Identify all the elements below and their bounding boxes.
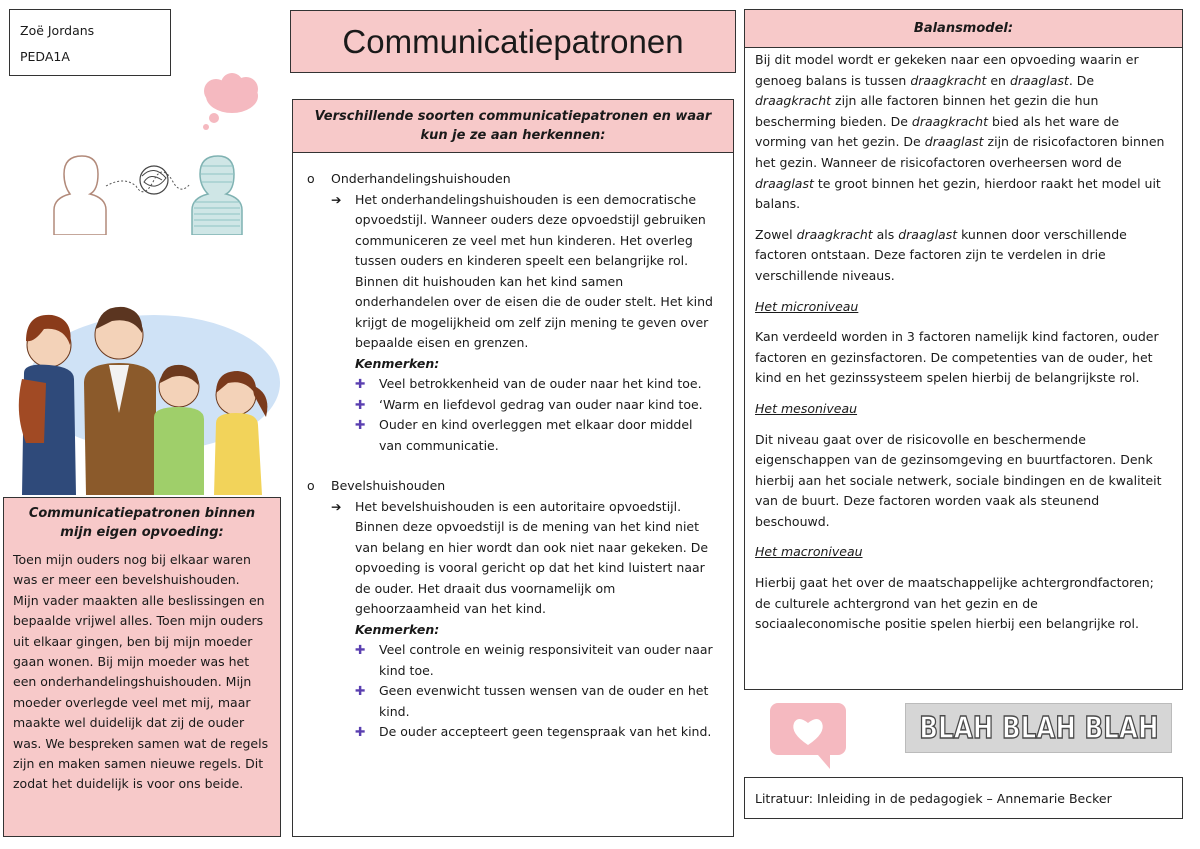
family-illustration [4, 283, 282, 495]
kenmerk-item [355, 640, 721, 661]
level-line: van de buurt. Deze factoren worden vaak als steunend [755, 493, 1100, 509]
kenmerk-item [355, 681, 721, 702]
kenmerk-item [355, 374, 721, 395]
student-info-box [9, 9, 171, 76]
balance-intro-line: genoeg balans is tussen draagkracht en draaglast. De [755, 72, 1095, 88]
patterns-content [292, 153, 734, 837]
kenmerk-text: van communicatie. [379, 437, 499, 453]
kenmerken-label: Kenmerken: [355, 355, 440, 371]
pattern-description-line: Het bevelshuishouden is een autoritaire opvoedstijl. [355, 498, 682, 514]
plus-arrow-icon [355, 661, 379, 682]
kenmerk-item [355, 395, 721, 416]
level-line: de culturele achtergrond van het gezin en de [755, 595, 1038, 611]
plus-arrow-icon: ✚ [355, 376, 366, 391]
circle-bullet-icon: o [307, 478, 315, 493]
level-line: Hierbij gaat het over de maatschappelijke achtergrondfactoren; [755, 575, 1154, 591]
own-upbringing-line: een onderhandelingshuishouden. Mijn [13, 674, 252, 690]
own-upbringing-line: zijn en maken samen nieuwe regels. Dit [13, 756, 264, 772]
pattern-description-line: onderhandelen over de eisen die de ouder stelt. Het kind [355, 294, 713, 309]
pattern-description-line: Binnen dit huishouden kan het kind samen [355, 273, 624, 289]
level-line: Dit niveau gaat over de risicovolle en beschermende [755, 431, 1086, 447]
kenmerk-text: kind toe. [379, 662, 434, 678]
blah-blah-image [905, 703, 1172, 753]
balance-intro-line: draaglast te groot binnen het gezin, hierdoor raakt het model uit [755, 175, 1161, 191]
pattern-section [307, 169, 721, 456]
level-heading: Het mesoniveau [755, 400, 858, 416]
kenmerken-label: Kenmerken: [355, 621, 440, 637]
page-title: Communicatiepatronen [290, 10, 736, 73]
kenmerk-text: ‘Warm en liefdevol gedrag van ouder naar kind toe. [379, 396, 703, 412]
pattern-description-line: Binnen deze opvoedstijl is de mening van het kind niet [355, 519, 700, 534]
blah-blah-text: BLAH BLAH BLAH [918, 710, 1159, 746]
kenmerk-text: kind. [379, 703, 410, 719]
level-line: factoren en gezinsfactoren. De competenties van de ouder, het [755, 349, 1153, 365]
own-upbringing-box [3, 497, 281, 837]
pattern-heading-row [307, 476, 721, 497]
thought-cloud-icon [196, 72, 268, 134]
student-class: PEDA1A [20, 49, 70, 64]
plus-arrow-icon: ✚ [355, 724, 366, 739]
pattern-description-line: krijgt de mogelijkheid om zelf zijn mening te geven over [355, 314, 709, 330]
pattern-description-line: Het onderhandelingshuishouden is een democratische [355, 191, 697, 207]
plus-arrow-icon: ✚ [355, 417, 366, 432]
own-upbringing-line: gaan wonen. Bij mijn moeder was het [13, 654, 250, 670]
own-upbringing-line: moeder overlegde veel met mij, maar [13, 694, 251, 710]
kenmerk-item [355, 722, 721, 743]
kenmerk-text: Veel betrokkenheid van de ouder naar het kind toe. [379, 376, 702, 391]
balance-intro-line: balans. [755, 196, 801, 212]
plus-arrow-icon: ✚ [355, 683, 366, 698]
level-line: beschouwd. [755, 513, 830, 529]
kenmerk-item [355, 702, 721, 723]
level-heading: Het microniveau [755, 298, 859, 314]
kenmerk-item [355, 415, 721, 436]
student-name: Zoë Jordans [20, 23, 95, 38]
balance-factors [755, 225, 1172, 287]
own-upbringing-line: uit elkaar gingen, ben bij mijn moeder [13, 633, 253, 649]
talking-heads-illustration [44, 150, 254, 235]
kenmerk-item [355, 661, 721, 682]
pattern-description-line: opvoedstijl. Wanneer ouders deze opvoedstijl gebruiken [355, 212, 706, 227]
level-description [755, 327, 1172, 389]
pattern-description-line: de ouder. Het draait dus voornamelijk om [355, 580, 616, 596]
kenmerk-text: Veel controle en weinig responsiviteit van ouder naar [379, 642, 713, 657]
own-upbringing-line: maakte wel duidelijk dat zij de ouder [13, 715, 245, 731]
plus-arrow-icon [355, 436, 379, 457]
own-upbringing-line: bepaalde vrijwel alles. Toen mijn ouders [13, 613, 264, 629]
kenmerk-text: Geen evenwicht tussen wensen van de ouder en het [379, 683, 709, 698]
level-line: sociaaleconomische positie spelen hierbij een belangrijke rol. [755, 616, 1139, 632]
own-upbringing-line: was er meer een bevelshuishouden. [13, 572, 240, 588]
level-description [755, 573, 1172, 635]
level-line: hierbij aan het sociale netwerk, sociale bindingen en de kwaliteit [755, 472, 1162, 488]
pattern-description-line: opvoeding is vooral gericht op dat het kind luistert naar [355, 560, 705, 575]
balance-model-content [744, 48, 1183, 690]
balance-factors-line: factoren ontstaan. Deze factoren zijn te verdelen in drie [755, 247, 1106, 263]
kenmerk-item [355, 436, 721, 457]
pattern-section [307, 476, 721, 743]
plus-arrow-icon [355, 702, 379, 723]
literature-reference: Litratuur: Inleiding in de pedagogiek – Annemarie Becker [744, 777, 1183, 819]
balance-intro [755, 50, 1172, 215]
pattern-description-line: van belang en hier wordt dan ook niet naar gekeken. De [355, 539, 709, 555]
own-upbringing-line: Mijn vader maakten alle beslissingen en [13, 592, 265, 608]
level-line: kind en het gezinssysteem spelen hierbij de belangrijkste rol. [755, 370, 1140, 386]
level-line: eigenschappen van de gezinsomgeving en buurtfactoren. Denk [755, 452, 1153, 468]
heart-bubble-icon [770, 703, 850, 771]
balance-intro-line: vorming van het gezin. De draaglast zijn de risicofactoren binnen [755, 134, 1165, 150]
level-line: Kan verdeeld worden in 3 factoren namelijk kind factoren, ouder [755, 329, 1159, 345]
balance-intro-line: draagkracht zijn alle factoren binnen het gezin die hun [755, 93, 1099, 109]
own-upbringing-line: was. We bespreken samen wat de regels [13, 735, 269, 751]
balance-factors-line: Zowel draagkracht als draaglast kunnen door verschillende [755, 226, 1127, 242]
pattern-description-row [331, 497, 721, 518]
pattern-heading-row [307, 169, 721, 190]
own-upbringing-line: zodat het duidelijk is voor ons beide. [13, 776, 244, 792]
arrow-icon: ➔ [331, 191, 342, 207]
level-description [755, 430, 1172, 533]
balance-model-title: Balansmodel: [744, 9, 1183, 48]
pattern-heading: Onderhandelingshuishouden [331, 171, 511, 186]
arrow-icon: ➔ [331, 498, 342, 514]
kenmerk-text: Ouder en kind overleggen met elkaar door middel [379, 417, 693, 432]
pattern-description-line: gehoorzaamheid van het kind. [355, 601, 547, 616]
patterns-subtitle: Verschillende soorten communicatiepatronen en waar kun je ze aan herkennen: [292, 99, 734, 153]
balance-factors-line: verschillende niveaus. [755, 267, 895, 283]
balance-intro-line: het gezin. Wanneer de risicofactoren overheersen word de [755, 154, 1122, 170]
balance-intro-line: bescherming bieden. De draagkracht bied als het ware de [755, 113, 1120, 129]
circle-bullet-icon: o [307, 171, 315, 186]
pattern-heading: Bevelshuishouden [331, 478, 446, 493]
own-upbringing-text [13, 550, 271, 795]
kenmerk-text: De ouder accepteert geen tegenspraak van het kind. [379, 724, 712, 739]
pattern-description-row [331, 190, 721, 211]
pattern-description-line: communiceren ze veel met hun kinderen. Het overleg [355, 232, 693, 248]
plus-arrow-icon: ✚ [355, 642, 366, 657]
pattern-description-line: tussen ouders en kinderen speelt een belangrijke rol. [355, 253, 689, 268]
level-heading: Het macroniveau [755, 544, 863, 560]
pattern-description-line: bepaalde eisen en grenzen. [355, 335, 529, 350]
own-upbringing-title: Communicatiepatronen binnen mijn eigen opvoeding: [28, 506, 256, 540]
balance-intro-line: Bij dit model wordt er gekeken naar een opvoeding waarin er [755, 52, 1139, 67]
plus-arrow-icon: ✚ [355, 396, 366, 412]
own-upbringing-line: Toen mijn ouders nog bij elkaar waren [13, 552, 251, 567]
